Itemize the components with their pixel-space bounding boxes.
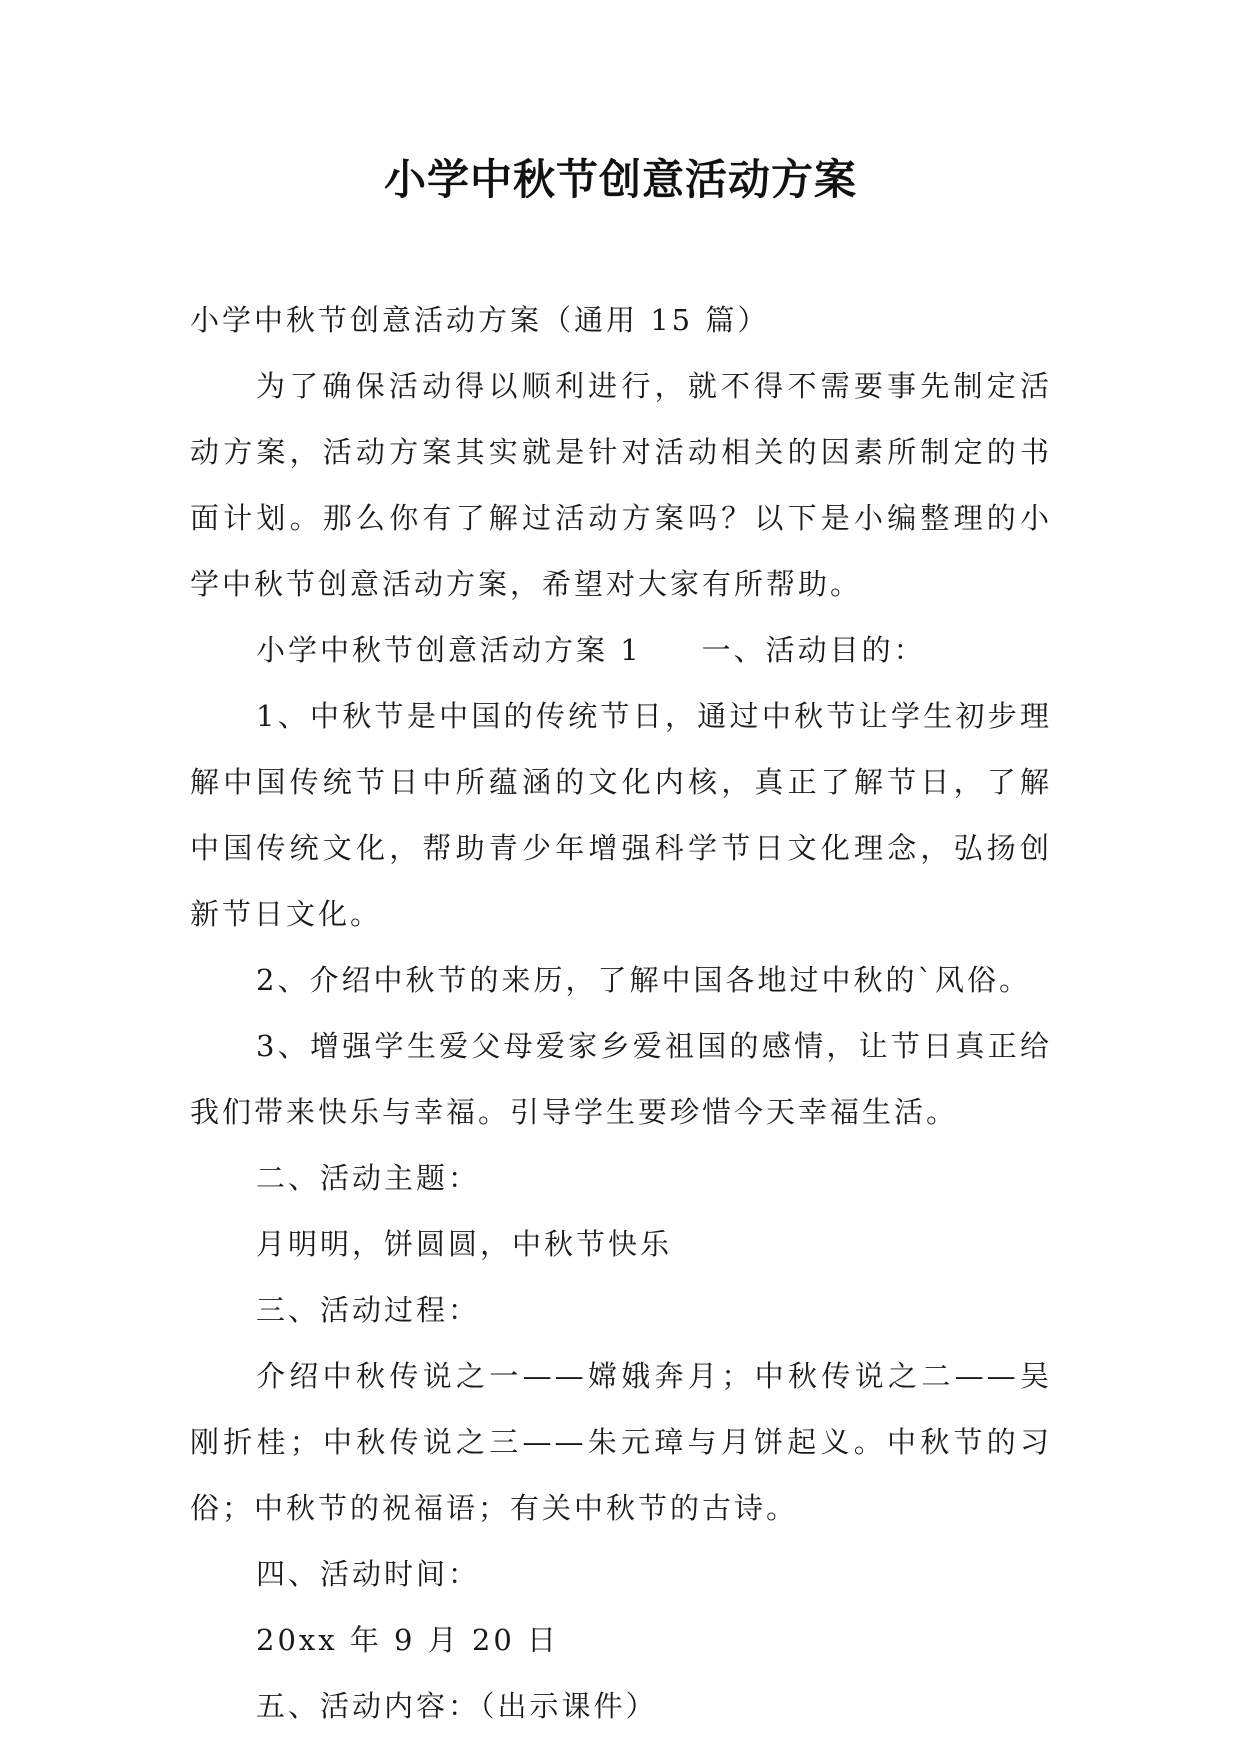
document-body [190,287,1052,1739]
section-heading-line [190,617,1052,683]
theme-text: 月明明，饼圆圆，中秋节快乐 [256,1227,673,1261]
theme-heading: 二、活动主题： [256,1161,481,1195]
section-subheading: 一、活动目的： [701,633,926,667]
time-text: 20xx 年 9 月 20 日 [256,1623,560,1657]
objective-3-paragraph: 3、增强学生爱父母爱家乡爱祖国的感情，让节日真正给我们带来快乐与幸福。引导学生要珍惜今天幸福生活。 [190,1029,1052,1129]
subtitle-paragraph: 小学中秋节创意活动方案（通用 15 篇） [190,303,770,337]
document-title: 小学中秋节创意活动方案 [383,155,857,204]
content-heading: 五、活动内容：（出示课件） [256,1689,658,1723]
process-heading: 三、活动过程： [256,1293,481,1327]
section-heading: 小学中秋节创意活动方案 1 [256,633,642,667]
objective-1-paragraph: 1、中秋节是中国的传统节日，通过中秋节让学生初步理解中国传统节日中所蕴涵的文化内核，真正了解节日，了解中国传统文化，帮助青少年增强科学节日文化理念，弘扬创新节日文化。 [190,699,1052,931]
objective-2-paragraph: 2、介绍中秋节的来历，了解中国各地过中秋的`风俗。 [256,963,1031,997]
intro-paragraph: 为了确保活动得以顺利进行，就不得不需要事先制定活动方案，活动方案其实就是针对活动相关的因素所制定的书面计划。那么你有了解过活动方案吗？以下是小编整理的小学中秋节创意活动方案，希望对大家有所帮助。 [190,369,1052,601]
process-text: 介绍中秋传说之一——嫦娥奔月；中秋传说之二——吴刚折桂；中秋传说之三——朱元璋与月饼起义。中秋节的习俗；中秋节的祝福语；有关中秋节的古诗。 [190,1359,1052,1525]
time-heading: 四、活动时间： [256,1557,481,1591]
